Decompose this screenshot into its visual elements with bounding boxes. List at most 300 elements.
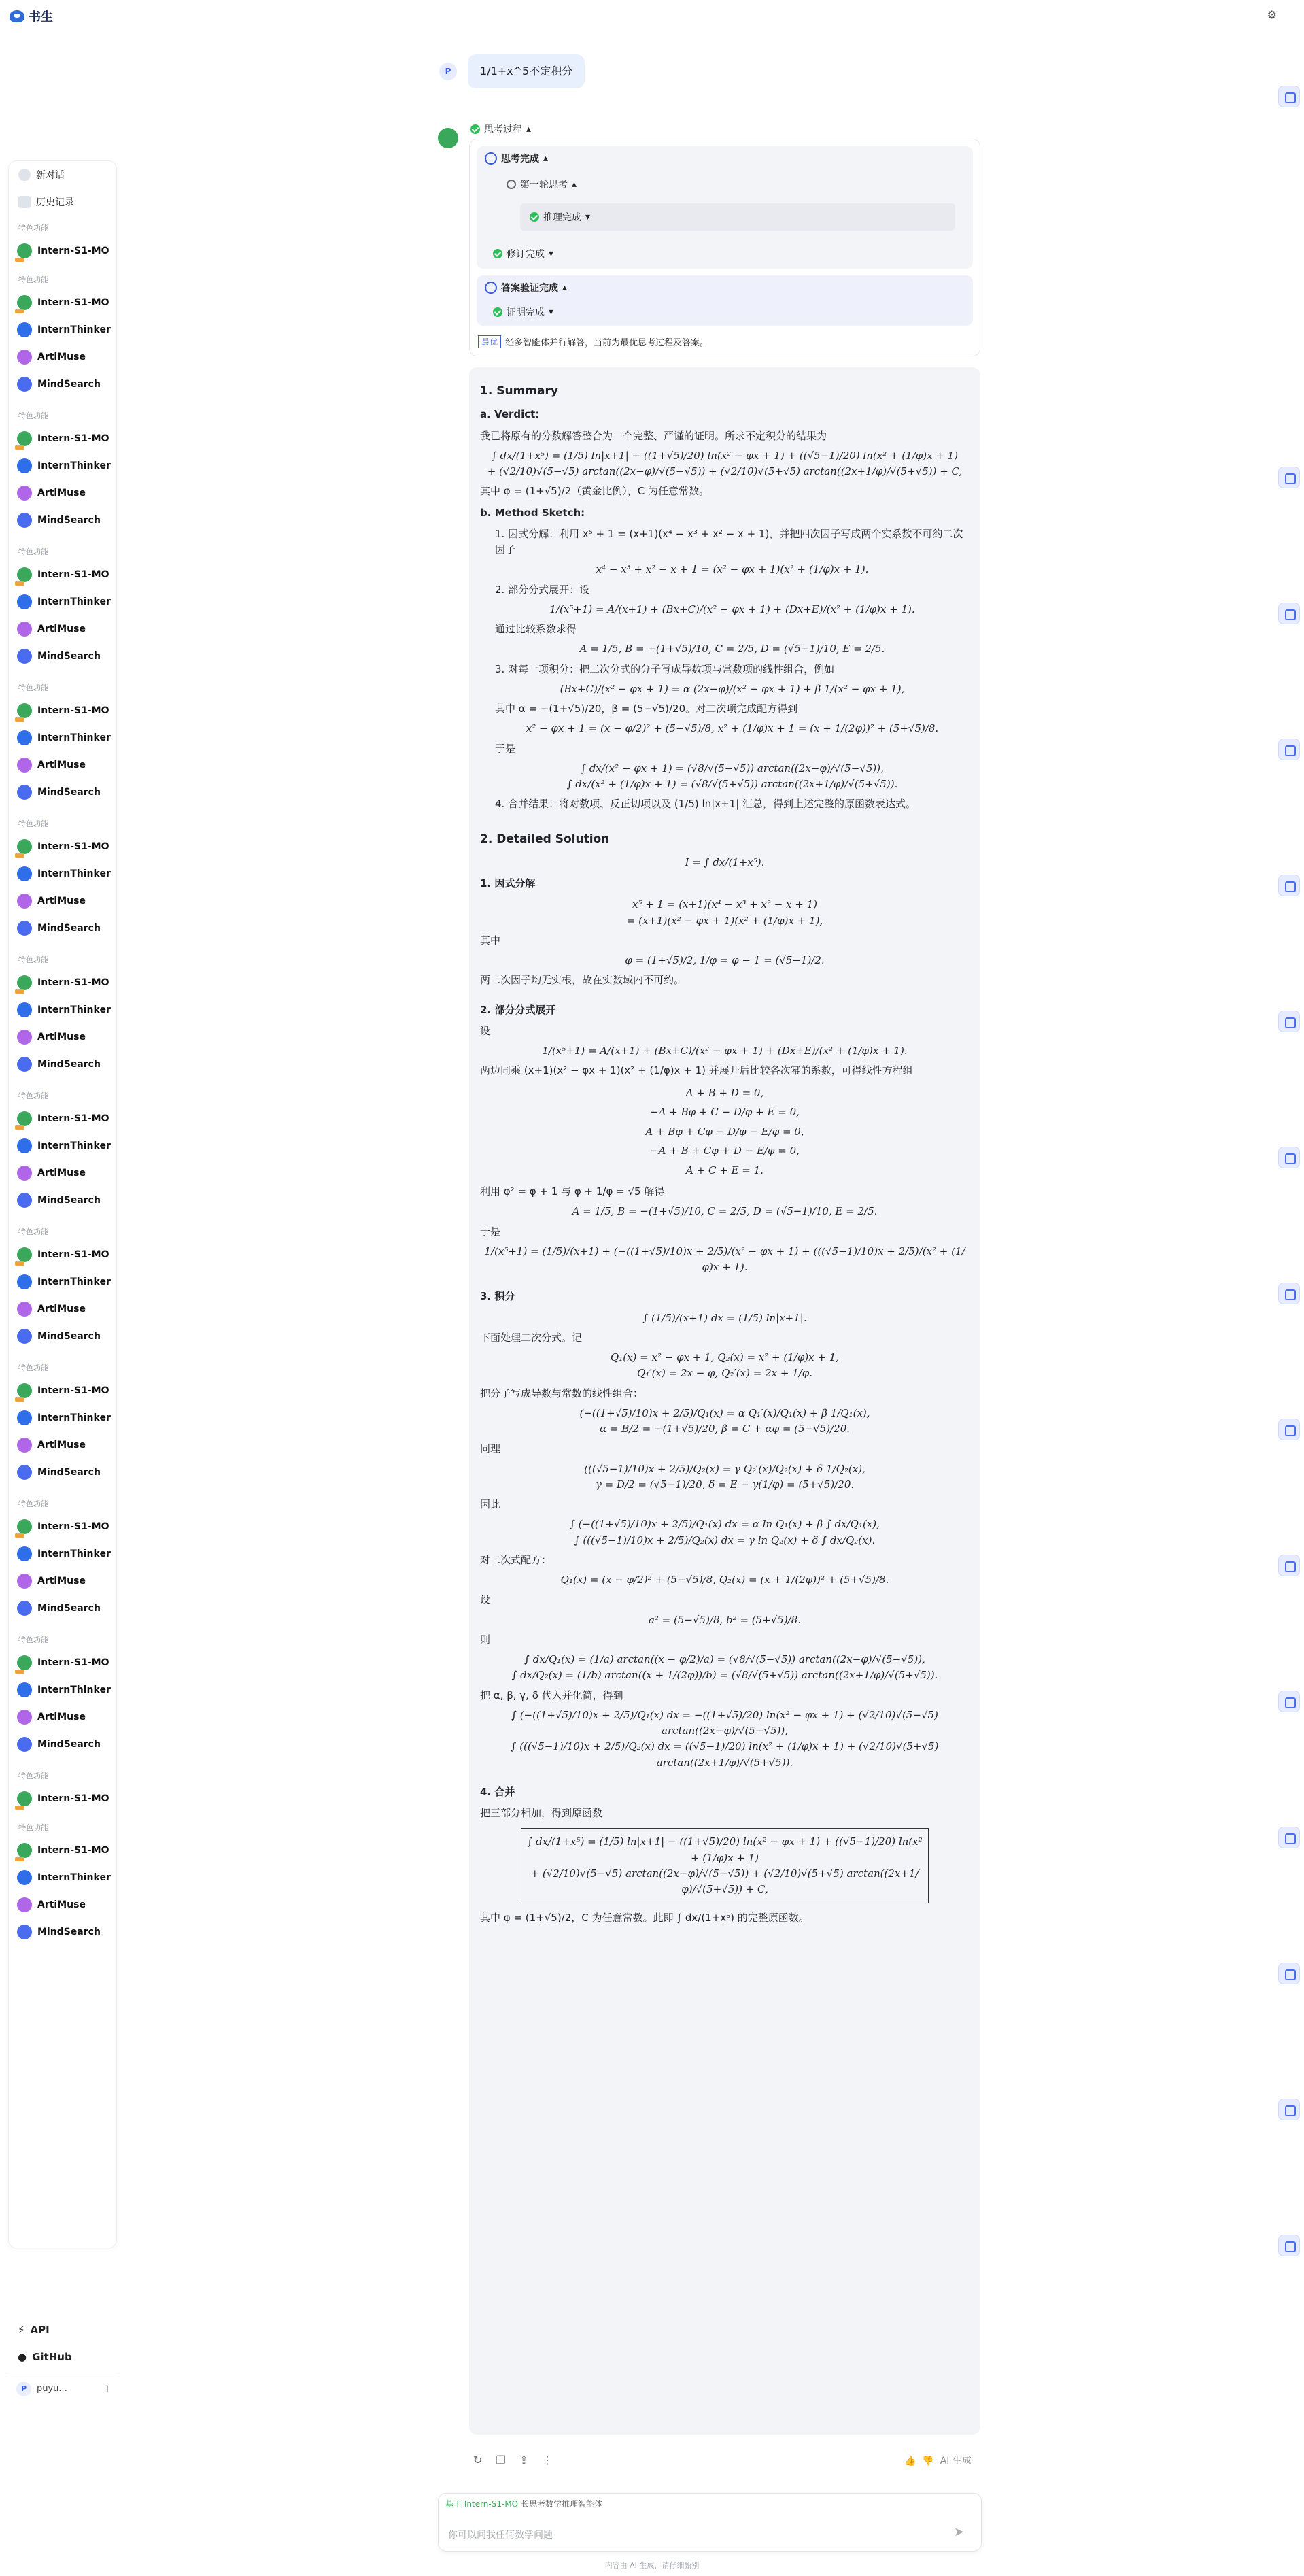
paragraph: 把三部分相加，得到原函数	[480, 1807, 603, 1820]
sub-heading: 4. 合并	[480, 1785, 515, 1798]
thinker-avatar-icon	[17, 1138, 32, 1153]
equation: x⁴ − x³ + x² − x + 1 = (x² − φx + 1)(x² + (1/φ)x + 1).	[596, 563, 869, 576]
feature-group	[9, 1219, 116, 1355]
feature-group	[9, 1627, 116, 1763]
side-panel-icon[interactable]	[1278, 1011, 1300, 1032]
artimuse-avatar-icon	[17, 1438, 32, 1453]
feature-artimuse[interactable]	[9, 1704, 116, 1731]
github-link[interactable]	[8, 2343, 117, 2371]
list-item: 3. 对每一项积分：把二次分式的分子写成导数项与常数项的线性组合，例如	[495, 662, 835, 675]
thinker-avatar-icon	[17, 1410, 32, 1425]
think-done-label: 思考完成	[501, 154, 539, 165]
equation: I = ∫ dx/(1+x⁵).	[685, 855, 765, 868]
feature-label: InternThinker	[37, 732, 111, 743]
check-icon	[493, 249, 502, 258]
feature-label: Intern-S1-MO	[37, 297, 109, 308]
feature-label: InternThinker	[37, 1004, 111, 1015]
feature-intern-s1-mo[interactable]	[9, 697, 116, 724]
new-chat-label: 新对话	[36, 170, 65, 181]
mindsearch-avatar-icon	[17, 1925, 32, 1939]
equation: 1/(x⁵+1) = A/(x+1) + (Bx+C)/(x² − φx + 1) + (Dx+E)/(x² + (1/φ)x + 1).	[542, 1045, 908, 1057]
reason-done-label: 推理完成	[543, 212, 581, 223]
thinking-toggle[interactable]	[470, 122, 531, 136]
mindsearch-avatar-icon	[17, 1057, 32, 1072]
feature-group	[9, 539, 116, 675]
user-message: 1/1+x^5不定积分	[468, 54, 585, 88]
equation: ∫ (−((1+√5)/10)x + 2/5)/Q₁(x) dx = −((1+√5)/20) ln(x² − φx + 1) + (√2/10)√(5−√5) arctan((2x−φ)/√(5−√5)), ∫ (((√5−1)/10)x + 2/5)/Q₂(x) dx = ((√5−1)/20) ln(x² + (1/φ)x + 1) + (√2/10)√(5+√5) arctan((2x+1/φ)/√(5+√5)).	[511, 1708, 939, 1769]
feature-label: MindSearch	[37, 515, 101, 526]
feature-label: Intern-S1-MO	[37, 1845, 109, 1856]
history-label: 历史记录	[36, 197, 74, 208]
tag-suffix: 长思考数学推理智能体	[520, 2499, 602, 2509]
feature-intern-s1-mo[interactable]	[9, 237, 116, 265]
verify-done-toggle[interactable]: 答案验证完成 ▴	[485, 281, 567, 294]
equation: x² − φx + 1 = (x − φ/2)² + (5−√5)/8, x² + (1/φ)x + 1 = (x + 1/(2φ))² + (5+√5)/8.	[526, 722, 939, 735]
feature-label: InternThinker	[37, 868, 111, 879]
thinker-avatar-icon	[17, 1546, 32, 1561]
mindsearch-avatar-icon	[17, 1737, 32, 1752]
api-icon: ⚡	[18, 2324, 25, 2336]
equation: 1/(x⁵+1) = A/(x+1) + (Bx+C)/(x² − φx + 1) + (Dx+E)/(x² + (1/φ)x + 1).	[549, 603, 915, 615]
side-panel-icon[interactable]	[1278, 1691, 1300, 1712]
feature-label: ArtiMuse	[37, 896, 86, 906]
top-bar	[0, 0, 1304, 33]
feature-label: ArtiMuse	[37, 1032, 86, 1043]
feature-artimuse[interactable]	[9, 1567, 116, 1595]
user-name: puyu...	[37, 2384, 67, 2394]
feature-label: ArtiMuse	[37, 488, 86, 498]
feature-label: InternThinker	[37, 1684, 111, 1695]
paragraph: 两边同乘 (x+1)(x² − φx + 1)(x² + (1/φ)x + 1) 并展开后比较各次幂的系数，可得线性方程组	[480, 1064, 913, 1077]
github-label: GitHub	[32, 2351, 72, 2363]
user-avatar: P	[16, 2382, 31, 2396]
list-item-text: 对每一项积分：把二次分式的分子写成导数项与常数项的线性组合，例如	[508, 662, 835, 675]
feature-label: ArtiMuse	[37, 1304, 86, 1315]
feature-intern-s1-mo[interactable]	[9, 969, 116, 996]
send-icon[interactable]: ➤	[954, 2525, 965, 2539]
feature-label: ArtiMuse	[37, 1899, 86, 1910]
feature-mindsearch[interactable]	[9, 1051, 116, 1078]
mindsearch-avatar-icon	[17, 649, 32, 664]
feature-label: Intern-S1-MO	[37, 1249, 109, 1260]
thinker-avatar-icon	[17, 1682, 32, 1697]
paragraph: 两二次因子均无实根，故在实数域内不可约。	[480, 974, 685, 987]
equation: ∫ dx/Q₁(x) = (1/a) arctan((x − φ/2)/a) = (√8/√(5−√5)) arctan((2x−φ)/√(5−√5)), ∫ dx/Q₂(x) = (1/b) arctan((x + 1/(2φ))/b) = (√8/√(5+√5)) arctan((2x+1/φ)/√(5+√5)).	[511, 1653, 938, 1682]
feature-label: Intern-S1-MO	[37, 1385, 109, 1396]
equation: φ = (1+√5)/2, 1/φ = φ − 1 = (√5−1)/2.	[625, 954, 825, 967]
artimuse-avatar-icon	[17, 1574, 32, 1589]
paragraph: 设	[480, 1024, 491, 1037]
intern-avatar-icon	[17, 431, 32, 446]
chevron-up-icon: ▴	[526, 124, 532, 135]
equation: ∫ (1/5)/(x+1) dx = (1/5) ln|x+1|.	[642, 1311, 807, 1324]
feature-artimuse[interactable]	[9, 615, 116, 643]
feature-section-label: 特色功能	[18, 547, 48, 556]
feature-label: ArtiMuse	[37, 624, 86, 634]
check-icon	[470, 124, 480, 134]
feature-label: InternThinker	[37, 1140, 111, 1151]
history-button[interactable]	[9, 188, 116, 216]
equation: 1/(x⁵+1) = (1/5)/(x+1) + (−((1+√5)/10)x + 2/5)/(x² − φx + 1) + (((√5−1)/10)x + 2/5)/(x² + (1/φ)x + 1).	[484, 1244, 965, 1274]
equation: Q₁(x) = x² − φx + 1, Q₂(x) = x² + (1/φ)x + 1, Q₁′(x) = 2x − φ, Q₂′(x) = 2x + 1/φ.	[610, 1351, 840, 1380]
feature-label: ArtiMuse	[37, 1576, 86, 1587]
equation: (Bx+C)/(x² − φx + 1) = α (2x−φ)/(x² − φx + 1) + β 1/(x² − φx + 1),	[560, 682, 905, 695]
feature-intern-s1-mo[interactable]	[9, 561, 116, 588]
feature-label: ArtiMuse	[37, 1440, 86, 1451]
side-panel-icon[interactable]	[1278, 86, 1300, 107]
feature-group	[9, 267, 116, 403]
feature-label: ArtiMuse	[37, 352, 86, 362]
feature-intern-s1-mo[interactable]	[9, 833, 116, 860]
feature-mindsearch[interactable]	[9, 371, 116, 398]
thinker-avatar-icon	[17, 322, 32, 337]
first-round-toggle[interactable]: 第一轮思考 ▴	[507, 177, 577, 191]
sidebar	[8, 160, 117, 2248]
feature-artimuse[interactable]	[9, 1159, 116, 1187]
feature-label: Intern-S1-MO	[37, 1657, 109, 1668]
sub-heading: 2. 部分分式展开	[480, 1003, 556, 1016]
feature-label: MindSearch	[37, 1739, 101, 1750]
paragraph: 于是	[480, 1225, 501, 1238]
feature-section-label: 特色功能	[18, 411, 48, 420]
list-item: 1. 因式分解：利用 x⁵ + 1 = (x+1)(x⁴ − x³ + x² − x + 1)，并把四次因子写成两个实系数不可约二次因子	[495, 527, 963, 556]
feature-internthinker[interactable]	[9, 996, 116, 1023]
artimuse-avatar-icon	[17, 1710, 32, 1725]
feature-section-label: 特色功能	[18, 819, 48, 828]
feature-label: InternThinker	[37, 1872, 111, 1883]
feature-section-label: 特色功能	[18, 1499, 48, 1508]
first-round-label: 第一轮思考	[520, 180, 568, 190]
revise-done-toggle[interactable]: 修订完成 ▾	[493, 247, 553, 260]
thinker-avatar-icon	[17, 1870, 32, 1885]
sub-heading: b. Method Sketch:	[480, 506, 585, 519]
feature-label: MindSearch	[37, 1059, 101, 1070]
intern-avatar-icon	[17, 1519, 32, 1534]
feature-intern-s1-mo[interactable]	[9, 289, 116, 316]
feature-section-label: 特色功能	[18, 1227, 48, 1236]
feature-label: Intern-S1-MO	[37, 1113, 109, 1124]
intern-avatar-icon	[17, 703, 32, 718]
feature-internthinker[interactable]	[9, 1268, 116, 1295]
feature-label: InternThinker	[37, 324, 111, 335]
intern-avatar-icon	[17, 243, 32, 258]
logo[interactable]	[10, 7, 53, 25]
feature-label: Intern-S1-MO	[37, 841, 109, 852]
artimuse-avatar-icon	[17, 1302, 32, 1317]
mindsearch-avatar-icon	[17, 377, 32, 392]
thumbs-up-icon[interactable]: 👍	[904, 2456, 916, 2467]
feature-label: Intern-S1-MO	[37, 705, 109, 716]
feature-section-label: 特色功能	[18, 683, 48, 692]
side-panel-icon[interactable]	[1278, 2235, 1300, 2256]
feature-label: InternThinker	[37, 1412, 111, 1423]
reason-done-toggle[interactable]: 推理完成 ▾	[530, 210, 590, 224]
side-panel-icon[interactable]	[1278, 739, 1300, 760]
intern-avatar-icon	[17, 1655, 32, 1670]
feature-intern-s1-mo[interactable]	[9, 1513, 116, 1540]
paragraph: 因此	[480, 1498, 501, 1511]
feature-artimuse[interactable]	[9, 343, 116, 371]
refresh-icon[interactable]: ↻	[473, 2454, 496, 2467]
equation-system: A + B + D = 0, −A + Bφ + C − D/φ + E = 0, A + Bφ + Cφ − D/φ − E/φ = 0, −A + B + Cφ + D − E/φ = 0, A + C + E = 1.	[645, 1086, 804, 1176]
api-label: API	[30, 2324, 50, 2336]
equation: ∫ dx/(1+x⁵) = (1/5) ln|x+1| − ((1+√5)/20) ln(x² − φx + 1) + ((√5−1)/20) ln(x² + (1/φ)x + 1) + (√2/10)√(5−√5) arctan((2x−φ)/√(5−√5)) + (√2/10)√(5+√5) arctan((2x+1/φ)/√(5+√5)) + C,	[487, 449, 963, 478]
section-heading: 2. Detailed Solution	[480, 832, 610, 846]
feature-label: MindSearch	[37, 379, 101, 390]
feature-group	[9, 811, 116, 947]
feature-internthinker[interactable]	[9, 1676, 116, 1704]
thinker-avatar-icon	[17, 458, 32, 473]
feature-label: InternThinker	[37, 1548, 111, 1559]
tag-prefix: 基于	[445, 2499, 462, 2509]
feature-internthinker[interactable]	[9, 1540, 116, 1567]
feature-label: MindSearch	[37, 923, 101, 934]
equation: x⁵ + 1 = (x+1)(x⁴ − x³ + x² − x + 1) = (x+1)(x² − φx + 1)(x² + (1/φ)x + 1),	[626, 898, 823, 927]
feature-mindsearch[interactable]	[9, 915, 116, 942]
sidebar-bottom	[8, 2316, 117, 2402]
feature-label: ArtiMuse	[37, 1712, 86, 1723]
feature-group	[9, 403, 116, 539]
feature-group	[9, 1815, 116, 1951]
intern-avatar-icon	[17, 1791, 32, 1806]
feature-label: MindSearch	[37, 1927, 101, 1937]
answer-panel	[469, 367, 980, 2435]
feature-mindsearch[interactable]	[9, 643, 116, 670]
thinker-avatar-icon	[17, 730, 32, 745]
side-panel-icon[interactable]	[1278, 467, 1300, 488]
paragraph: 把分子写成导数与常数的线性组合：	[480, 1387, 644, 1400]
intern-avatar-icon	[17, 295, 32, 310]
artimuse-avatar-icon	[17, 622, 32, 637]
artimuse-avatar-icon	[17, 1166, 32, 1181]
best-badge: 最优	[478, 335, 501, 348]
feature-label: ArtiMuse	[37, 760, 86, 770]
feature-intern-s1-mo[interactable]	[9, 1105, 116, 1132]
message-actions	[473, 2454, 566, 2467]
equation: Q₁(x) = (x − φ/2)² + (5−√5)/8, Q₂(x) = (x + 1/(2φ))² + (5+√5)/8.	[560, 1574, 889, 1587]
feature-artimuse[interactable]	[9, 1295, 116, 1323]
feature-mindsearch[interactable]	[9, 507, 116, 534]
feature-artimuse[interactable]	[9, 887, 116, 915]
mindsearch-avatar-icon	[17, 1465, 32, 1480]
think-done-toggle[interactable]: 思考完成 ▴	[485, 152, 548, 165]
paragraph: 其中 φ = (1+√5)/2，C 为任意常数。此即 ∫ dx/(1+x⁵) 的完整原函数。	[480, 1912, 809, 1925]
paragraph: 同理	[480, 1442, 501, 1455]
boxed-equation: ∫ dx/(1+x⁵) = (1/5) ln|x+1| − ((1+√5)/20) ln(x² − φx + 1) + ((√5−1)/20) ln(x² + (1/φ)x + 1) + (√2/10)√(5−√5) arctan((2x−φ)/√(5−√5)) + (√2/10)√(5+√5) arctan((2x+1/φ)/√(5+√5)) + C,	[521, 1828, 929, 1903]
best-note	[478, 335, 708, 348]
side-panel-icon[interactable]	[1278, 2099, 1300, 2120]
tag-model: Intern-S1-MO	[464, 2499, 519, 2509]
equation: ∫ (−((1+√5)/10)x + 2/5)/Q₁(x) dx = α ln Q₁(x) + β ∫ dx/Q₁(x), ∫ (((√5−1)/10)x + 2/5)/Q₂(x) dx = γ ln Q₂(x) + δ ∫ dx/Q₂(x).	[570, 1518, 880, 1546]
feature-artimuse[interactable]	[9, 1023, 116, 1051]
feature-artimuse[interactable]	[9, 479, 116, 507]
feature-intern-s1-mo[interactable]	[9, 1649, 116, 1676]
feature-label: MindSearch	[37, 1331, 101, 1342]
feature-label: Intern-S1-MO	[37, 1521, 109, 1532]
thinking-header: 思考过程	[484, 124, 522, 135]
intern-avatar-icon	[17, 1247, 32, 1262]
feature-group	[9, 1491, 116, 1627]
mindsearch-avatar-icon	[17, 921, 32, 936]
proof-done-toggle[interactable]: 证明完成 ▾	[493, 305, 553, 319]
feature-section-label: 特色功能	[18, 955, 48, 964]
section-heading: 1. Summary	[480, 384, 558, 398]
list-item-text: 部分分式展开：设	[508, 583, 590, 596]
artimuse-avatar-icon	[17, 1030, 32, 1045]
intern-avatar-icon	[17, 1111, 32, 1126]
new-chat-button[interactable]	[9, 161, 116, 188]
paragraph: 则	[480, 1633, 491, 1646]
feature-artimuse[interactable]	[9, 1431, 116, 1459]
feature-intern-s1-mo[interactable]	[9, 425, 116, 452]
feature-internthinker[interactable]	[9, 1864, 116, 1891]
sub-heading: 1. 因式分解	[480, 877, 536, 890]
feature-label: InternThinker	[37, 1276, 111, 1287]
artimuse-avatar-icon	[17, 894, 32, 909]
list-item: 2. 部分分式展开：设	[495, 583, 590, 596]
bot-avatar	[438, 128, 458, 148]
feature-label: InternThinker	[37, 460, 111, 471]
side-panel-icon[interactable]	[1278, 875, 1300, 896]
feature-label: MindSearch	[37, 651, 101, 662]
feature-label: InternThinker	[37, 596, 111, 607]
thinking-panel	[469, 139, 980, 356]
feature-mindsearch[interactable]	[9, 779, 116, 806]
feature-intern-s1-mo[interactable]	[9, 1241, 116, 1268]
feature-mindsearch[interactable]	[9, 1459, 116, 1486]
copy-icon[interactable]: ❐	[496, 2454, 519, 2467]
intern-avatar-icon	[17, 975, 32, 990]
mindsearch-avatar-icon	[17, 1329, 32, 1344]
chat-input[interactable]: 你可以问我任何数学问题	[448, 2530, 553, 2541]
user-menu[interactable]	[8, 2375, 117, 2402]
feature-section-label: 特色功能	[18, 275, 48, 284]
feature-group	[9, 1083, 116, 1219]
settings-icon[interactable]: ⚙	[1267, 8, 1277, 21]
check-icon	[530, 212, 539, 222]
paragraph: 设	[480, 1593, 491, 1606]
equation: (−((1+√5)/10)x + 2/5)/Q₁(x) = α Q₁′(x)/Q₁(x) + β 1/Q₁(x), α = B/2 = −(1+√5)/20, β = C + αφ = (5−√5)/20.	[579, 1406, 870, 1436]
side-panel-icon[interactable]	[1278, 1147, 1300, 1168]
feature-mindsearch[interactable]	[9, 1731, 116, 1758]
best-note-text: 经多智能体并行解答，当前为最优思考过程及答案。	[505, 338, 709, 348]
feature-intern-s1-mo[interactable]	[9, 1837, 116, 1864]
artimuse-avatar-icon	[17, 486, 32, 501]
thumbs-down-icon[interactable]: 👎	[922, 2456, 934, 2467]
thinker-avatar-icon	[17, 594, 32, 609]
ai-label: AI 生成	[940, 2456, 972, 2467]
paragraph: 其中	[480, 934, 501, 947]
feature-internthinker[interactable]	[9, 316, 116, 343]
feature-group	[9, 1763, 116, 1815]
feature-section-label: 特色功能	[18, 1363, 48, 1372]
feature-group	[9, 675, 116, 811]
list-item-text: 合并结果：将对数项、反正切项以及 (1/5) ln|x+1| 汇总，得到上述完整的原函数表达式。	[508, 798, 916, 811]
feature-mindsearch[interactable]	[9, 1595, 116, 1622]
side-panel-icon[interactable]	[1278, 1555, 1300, 1576]
feature-group	[9, 1355, 116, 1491]
feature-artimuse[interactable]	[9, 1891, 116, 1918]
chat-input-box	[438, 2493, 982, 2552]
feature-label: Intern-S1-MO	[37, 1793, 109, 1804]
history-icon	[18, 196, 31, 208]
feature-mindsearch[interactable]	[9, 1918, 116, 1946]
side-panel-icon[interactable]	[1278, 1283, 1300, 1304]
feature-mindsearch[interactable]	[9, 1323, 116, 1350]
paragraph: 利用 φ² = φ + 1 与 φ + 1/φ = √5 解得	[480, 1185, 665, 1198]
mindsearch-avatar-icon	[17, 1193, 32, 1208]
collapse-sidebar-icon[interactable]: ▯	[103, 2384, 109, 2394]
feature-label: Intern-S1-MO	[37, 977, 109, 988]
feature-intern-s1-mo[interactable]	[9, 1785, 116, 1812]
paragraph: 对二次式配方：	[480, 1553, 552, 1566]
mindsearch-avatar-icon	[17, 785, 32, 800]
side-panel-icon[interactable]	[1278, 1419, 1300, 1440]
thinker-avatar-icon	[17, 1002, 32, 1017]
proof-done-label: 证明完成	[507, 307, 545, 318]
artimuse-avatar-icon	[17, 350, 32, 365]
feature-section-label: 特色功能	[18, 1636, 48, 1644]
feature-label: MindSearch	[37, 1467, 101, 1478]
intern-avatar-icon	[17, 1383, 32, 1398]
paragraph: 于是	[495, 742, 516, 755]
sub-heading: 3. 积分	[480, 1290, 515, 1303]
feature-label: Intern-S1-MO	[37, 569, 109, 580]
feature-label: ArtiMuse	[37, 1168, 86, 1179]
sub-heading: a. Verdict:	[480, 408, 540, 421]
feature-internthinker[interactable]	[9, 724, 116, 751]
mindsearch-avatar-icon	[17, 513, 32, 528]
feature-mindsearch[interactable]	[9, 1187, 116, 1214]
artimuse-avatar-icon	[17, 758, 32, 773]
intern-avatar-icon	[17, 567, 32, 582]
more-icon[interactable]: ⋮	[542, 2454, 567, 2467]
equation: (((√5−1)/10)x + 2/5)/Q₂(x) = γ Q₂′(x)/Q₂(x) + δ 1/Q₂(x), γ = D/2 = (√5−1)/20, δ = E − γ(1/φ) = (5+√5)/20.	[584, 1462, 865, 1491]
equation: A = 1/5, B = −(1+√5)/10, C = 2/5, D = (√5−1)/10, E = 2/5.	[579, 643, 885, 656]
github-icon: ●	[18, 2351, 27, 2363]
feature-label: MindSearch	[37, 1603, 101, 1614]
equation: a² = (5−√5)/8, b² = (5+√5)/8.	[648, 1613, 802, 1626]
intern-avatar-icon	[17, 839, 32, 854]
feature-internthinker[interactable]	[9, 588, 116, 615]
feature-group	[9, 216, 116, 267]
paragraph: 其中 α = −(1+√5)/20，β = (5−√5)/20。对二次项完成配方得到	[495, 702, 798, 715]
feature-internthinker[interactable]	[9, 860, 116, 887]
feature-label: Intern-S1-MO	[37, 245, 109, 256]
check-icon	[493, 307, 502, 317]
list-item-text: 因式分解：利用 x⁵ + 1 = (x+1)(x⁴ − x³ + x² − x + 1)，并把四次因子写成两个实系数不可约二次因子	[495, 527, 963, 556]
equation: A = 1/5, B = −(1+√5)/10, C = 2/5, D = (√5−1)/10, E = 2/5.	[572, 1205, 878, 1218]
feature-internthinker[interactable]	[9, 1404, 116, 1431]
brain-icon	[485, 152, 497, 165]
feature-internthinker[interactable]	[9, 1132, 116, 1159]
feature-intern-s1-mo[interactable]	[9, 1377, 116, 1404]
thought-icon	[507, 180, 516, 189]
model-tag	[445, 2498, 602, 2509]
artimuse-avatar-icon	[17, 1897, 32, 1912]
feature-label: Intern-S1-MO	[37, 433, 109, 444]
equation: ∫ dx/(x² − φx + 1) = (√8/√(5−√5)) arctan((2x−φ)/√(5−√5)), ∫ dx/(x² + (1/φ)x + 1) = (√8/√(5+√5)) arctan((2x+1/φ)/√(5+√5)).	[566, 762, 898, 791]
side-panel-icon[interactable]	[1278, 1963, 1300, 1984]
side-panel-icon[interactable]	[1278, 1827, 1300, 1848]
logo-text: 书生	[29, 10, 53, 24]
side-panel-icon[interactable]	[1278, 603, 1300, 624]
api-link[interactable]	[8, 2316, 117, 2343]
feature-artimuse[interactable]	[9, 751, 116, 779]
share-icon[interactable]: ⇪	[519, 2454, 543, 2467]
feature-label: MindSearch	[37, 1195, 101, 1206]
feature-internthinker[interactable]	[9, 452, 116, 479]
